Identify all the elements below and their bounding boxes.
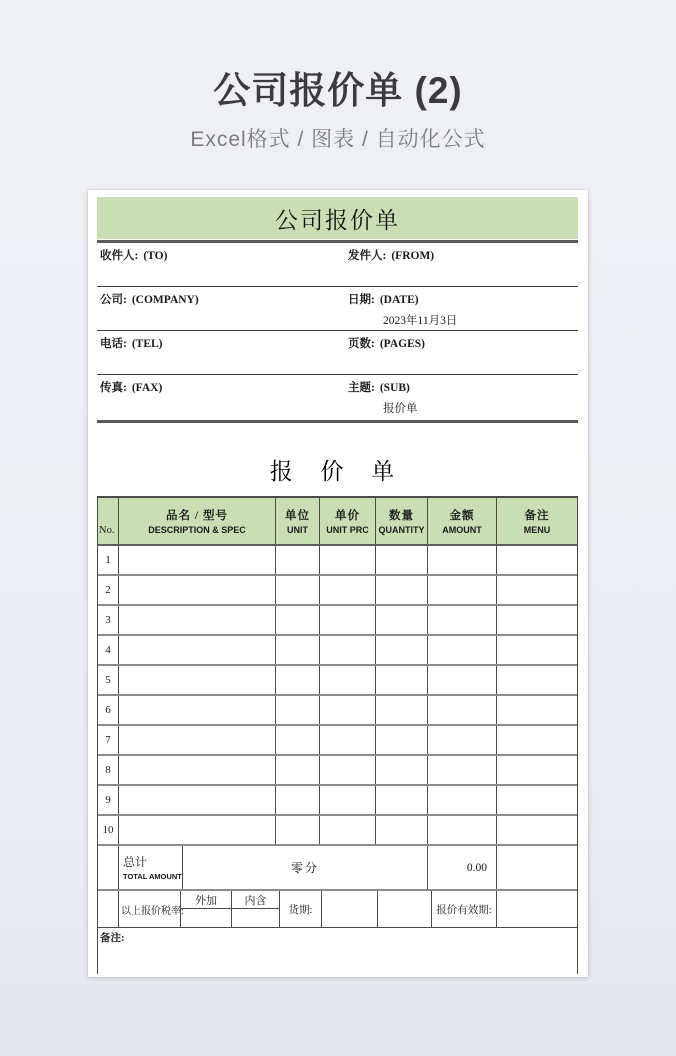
info-row-company-date bbox=[97, 287, 578, 331]
page-subtitle: Excel格式 / 图表 / 自动化公式 bbox=[190, 128, 486, 151]
cell-description[interactable] bbox=[119, 696, 276, 724]
validity-input[interactable] bbox=[497, 891, 577, 927]
date-label: 日期: bbox=[348, 294, 375, 306]
cell-unit-price[interactable] bbox=[320, 696, 376, 724]
page-title: 公司报价单 (2) bbox=[213, 70, 463, 111]
field-to bbox=[97, 247, 345, 286]
tel-label: 电话: bbox=[100, 338, 127, 350]
fax-label: 传真: bbox=[100, 382, 127, 394]
tax-option-included-label: 内含 bbox=[232, 891, 279, 909]
table-header bbox=[98, 496, 577, 546]
cell-unit[interactable] bbox=[276, 696, 320, 724]
cell-remark[interactable] bbox=[497, 546, 577, 574]
delivery-label: 货期: bbox=[280, 891, 322, 927]
tel-value[interactable] bbox=[135, 356, 345, 371]
cell-quantity[interactable] bbox=[376, 636, 428, 664]
cell-unit-price[interactable] bbox=[320, 756, 376, 784]
cell-unit[interactable] bbox=[276, 756, 320, 784]
cell-amount[interactable] bbox=[428, 666, 497, 694]
subject-code: (SUB) bbox=[379, 382, 410, 394]
field-fax bbox=[97, 379, 345, 419]
from-label: 发件人: bbox=[348, 250, 387, 262]
cell-remark[interactable] bbox=[497, 756, 577, 784]
info-row-fax-subject bbox=[97, 375, 578, 419]
cell-quantity[interactable] bbox=[376, 696, 428, 724]
tel-code: (TEL) bbox=[131, 338, 163, 350]
row-number: 8 bbox=[98, 756, 119, 784]
pages-code: (PAGES) bbox=[379, 338, 425, 350]
tax-option-extra-label: 外加 bbox=[181, 891, 231, 909]
row-number: 2 bbox=[98, 576, 119, 604]
subject-label: 主题: bbox=[348, 382, 375, 394]
cell-unit-price[interactable] bbox=[320, 546, 376, 574]
table-row bbox=[98, 576, 577, 606]
cell-quantity[interactable] bbox=[376, 606, 428, 634]
cell-description[interactable] bbox=[119, 816, 276, 844]
table-row bbox=[98, 726, 577, 756]
quotation-card bbox=[88, 190, 588, 977]
cell-amount[interactable] bbox=[428, 726, 497, 754]
cell-remark[interactable] bbox=[497, 726, 577, 754]
cell-description[interactable] bbox=[119, 636, 276, 664]
cell-unit-price[interactable] bbox=[320, 606, 376, 634]
fax-code: (FAX) bbox=[131, 382, 163, 394]
table-row bbox=[98, 546, 577, 576]
total-label-zh: 总计 bbox=[123, 855, 148, 869]
tax-option-extra-input[interactable] bbox=[181, 909, 231, 927]
company-code: (COMPANY) bbox=[131, 294, 199, 306]
field-pages bbox=[345, 335, 578, 374]
section-title: 报 价 单 bbox=[269, 459, 406, 484]
cell-remark[interactable] bbox=[497, 786, 577, 814]
cell-unit-price[interactable] bbox=[320, 666, 376, 694]
page-head bbox=[0, 0, 676, 153]
date-code: (DATE) bbox=[379, 294, 419, 306]
tax-rate-label: 以上报价税率: bbox=[119, 891, 181, 927]
pages-value[interactable] bbox=[383, 356, 578, 371]
cell-quantity[interactable] bbox=[376, 576, 428, 604]
cell-unit[interactable] bbox=[276, 816, 320, 844]
header-cell-amount: 金额 AMOUNT bbox=[428, 498, 497, 544]
cell-amount[interactable] bbox=[428, 546, 497, 574]
table-row bbox=[98, 696, 577, 726]
cell-quantity[interactable] bbox=[376, 726, 428, 754]
cell-remark[interactable] bbox=[497, 636, 577, 664]
cell-quantity[interactable] bbox=[376, 786, 428, 814]
total-spacer-cell bbox=[98, 846, 119, 889]
remark-label: 备注: bbox=[100, 933, 125, 944]
delivery-input-2[interactable] bbox=[378, 891, 432, 927]
total-label-cell bbox=[119, 846, 183, 889]
cell-unit[interactable] bbox=[276, 786, 320, 814]
pages-label: 页数: bbox=[348, 338, 375, 350]
info-row-tel-pages bbox=[97, 331, 578, 375]
from-code: (FROM) bbox=[391, 250, 435, 262]
company-value[interactable] bbox=[135, 312, 345, 327]
tax-option-extra bbox=[181, 891, 232, 927]
header-cell-no: No. bbox=[98, 498, 119, 544]
tax-row bbox=[98, 891, 577, 928]
cell-quantity[interactable] bbox=[376, 666, 428, 694]
cell-remark[interactable] bbox=[497, 606, 577, 634]
field-from bbox=[345, 247, 578, 286]
field-date bbox=[345, 291, 578, 330]
row-number: 5 bbox=[98, 666, 119, 694]
tax-spacer-cell bbox=[98, 891, 119, 927]
date-value[interactable]: 2023年11月3日 bbox=[383, 315, 458, 327]
table-row bbox=[98, 816, 577, 846]
cell-description[interactable] bbox=[119, 726, 276, 754]
cell-amount[interactable] bbox=[428, 576, 497, 604]
field-company bbox=[97, 291, 345, 330]
tax-option-included-input[interactable] bbox=[232, 909, 279, 927]
header-cell-remark: 备注 MENU bbox=[523, 510, 551, 535]
validity-label: 报价有效期: bbox=[432, 891, 497, 927]
info-row-to-from bbox=[97, 243, 578, 287]
amount-in-words: 零分 bbox=[183, 846, 428, 889]
delivery-input[interactable] bbox=[322, 891, 378, 927]
cell-unit-price[interactable] bbox=[320, 816, 376, 844]
cell-description[interactable] bbox=[119, 576, 276, 604]
header-cell-unit: 单位 UNIT bbox=[276, 498, 320, 544]
cell-unit-price[interactable] bbox=[320, 576, 376, 604]
cell-amount[interactable] bbox=[428, 636, 497, 664]
cell-remark[interactable] bbox=[497, 666, 577, 694]
cell-quantity[interactable] bbox=[376, 816, 428, 844]
total-label-en: TOTAL AMOUNT bbox=[123, 872, 182, 881]
table-row bbox=[98, 636, 577, 666]
total-remark-cell[interactable] bbox=[497, 846, 577, 889]
cell-unit[interactable] bbox=[276, 726, 320, 754]
cell-unit-price[interactable] bbox=[320, 636, 376, 664]
table-row bbox=[98, 666, 577, 696]
header-cell-quantity: 数量 QUANTITY bbox=[376, 498, 428, 544]
cell-description[interactable] bbox=[119, 666, 276, 694]
cell-amount[interactable] bbox=[428, 816, 497, 844]
to-label: 收件人: bbox=[100, 250, 139, 262]
row-number: 3 bbox=[98, 606, 119, 634]
cell-amount[interactable] bbox=[428, 786, 497, 814]
cell-amount[interactable] bbox=[428, 696, 497, 724]
row-number: 4 bbox=[98, 636, 119, 664]
banner-title: 公司报价单 bbox=[97, 197, 578, 239]
remark-area[interactable] bbox=[98, 928, 577, 974]
header-cell-unit-price: 单价 UNIT PRC bbox=[320, 498, 376, 544]
row-number: 1 bbox=[98, 546, 119, 574]
cell-unit[interactable] bbox=[276, 546, 320, 574]
table-row bbox=[98, 786, 577, 816]
cell-amount[interactable] bbox=[428, 606, 497, 634]
row-number: 10 bbox=[98, 816, 119, 844]
total-amount-value: 0.00 bbox=[428, 846, 497, 889]
to-code: (TO) bbox=[143, 250, 168, 262]
total-row bbox=[98, 846, 577, 891]
field-subject bbox=[345, 379, 578, 419]
cell-remark[interactable] bbox=[497, 696, 577, 724]
to-value[interactable] bbox=[135, 268, 345, 283]
from-value[interactable] bbox=[383, 268, 578, 283]
tax-option-included bbox=[232, 891, 280, 927]
cell-description[interactable] bbox=[119, 546, 276, 574]
row-number: 7 bbox=[98, 726, 119, 754]
header-cell-description: 品名 / 型号 DESCRIPTION & SPEC bbox=[119, 498, 276, 544]
cell-quantity[interactable] bbox=[376, 546, 428, 574]
cell-unit[interactable] bbox=[276, 606, 320, 634]
cell-unit[interactable] bbox=[276, 576, 320, 604]
field-tel bbox=[97, 335, 345, 374]
row-number: 6 bbox=[98, 696, 119, 724]
cell-description[interactable] bbox=[119, 606, 276, 634]
cell-quantity[interactable] bbox=[376, 756, 428, 784]
quote-table bbox=[97, 496, 578, 974]
row-number: 9 bbox=[98, 786, 119, 814]
company-label: 公司: bbox=[100, 294, 127, 306]
cell-description[interactable] bbox=[119, 786, 276, 814]
subject-value[interactable]: 报价单 bbox=[383, 403, 418, 415]
cell-unit[interactable] bbox=[276, 666, 320, 694]
cell-unit[interactable] bbox=[276, 636, 320, 664]
info-bottom-rule bbox=[97, 420, 578, 423]
cell-unit-price[interactable] bbox=[320, 786, 376, 814]
cell-description[interactable] bbox=[119, 756, 276, 784]
cell-remark[interactable] bbox=[497, 576, 577, 604]
cell-unit-price[interactable] bbox=[320, 726, 376, 754]
cell-remark[interactable] bbox=[497, 816, 577, 844]
fax-value[interactable] bbox=[135, 400, 345, 415]
table-row bbox=[98, 606, 577, 636]
table-row bbox=[98, 756, 577, 786]
cell-amount[interactable] bbox=[428, 756, 497, 784]
